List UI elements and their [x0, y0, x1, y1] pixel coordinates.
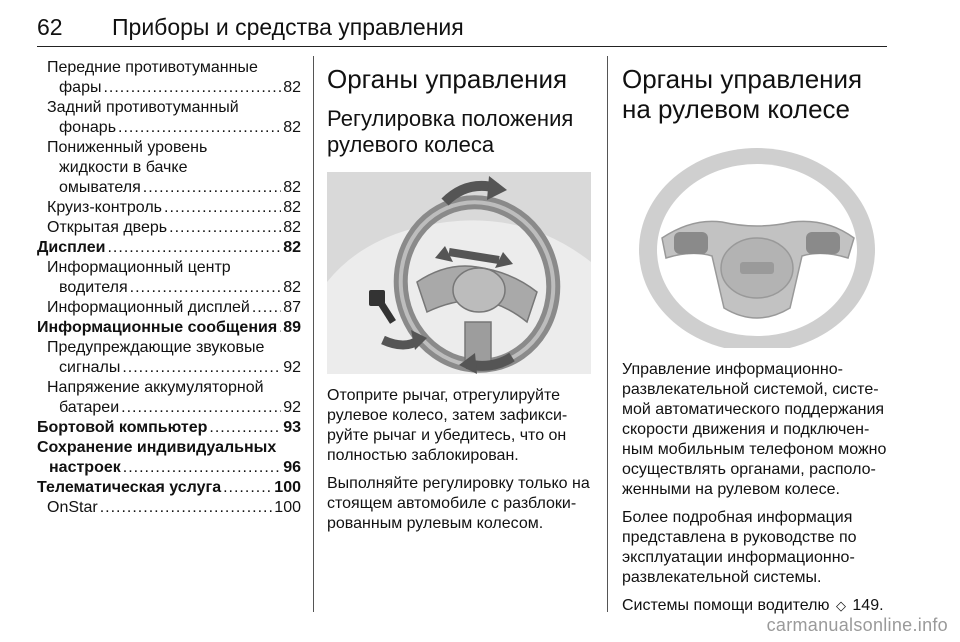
subsection-title: Регулировка положения рулевого колеса	[327, 106, 574, 157]
body-text	[622, 360, 888, 616]
wheel-controls-section	[622, 58, 888, 624]
toc-leader-dots	[279, 318, 281, 338]
page-title: Приборы и средства управления	[112, 14, 464, 40]
toc-entry-text: водителя	[59, 279, 128, 296]
toc-leader-dots	[100, 498, 273, 518]
toc-entry-text: Информационные сообщения	[37, 319, 278, 336]
toc-entry[interactable]	[37, 138, 301, 198]
toc-entry-text: Информационный дисплей	[47, 299, 250, 316]
page-reference-icon: ◇	[835, 598, 846, 613]
toc-leader-dots	[107, 238, 281, 258]
toc-leader-dots	[143, 178, 281, 198]
section-title: Органы управления на рулевом колесе	[622, 64, 863, 124]
paragraph: Более подробная информация представлена в руководстве по эксплуатации информационно-развлекательной системы.	[622, 509, 857, 586]
toc-entry-text: Бортовой компьютер	[37, 419, 208, 436]
toc-leader-dots	[122, 358, 281, 378]
toc-page-number[interactable]: 82	[283, 219, 301, 236]
column-divider	[313, 56, 314, 612]
toc-leader-dots	[130, 278, 282, 298]
watermark: carmanualsonline.info	[766, 615, 948, 635]
cross-reference	[622, 596, 888, 616]
toc-entry-text: Пониженный уровень	[47, 139, 208, 156]
table-of-contents	[37, 58, 301, 518]
toc-leader-dots	[118, 118, 281, 138]
toc-page-number[interactable]: 100	[274, 479, 301, 496]
toc-entry-text: OnStar	[47, 499, 98, 516]
toc-entry-text: Телематическая услуга	[37, 479, 222, 496]
toc-leader-dots	[123, 458, 281, 478]
toc-leader-dots	[169, 218, 281, 238]
toc-entry-text: фонарь	[59, 119, 117, 136]
toc-entry-text: сигналы	[59, 359, 121, 376]
toc-leader-dots	[164, 198, 281, 218]
toc-page-number[interactable]: 92	[283, 399, 301, 416]
paragraph: Управление информационно-развлекательной системой, систе-мой автоматического поддержания скорости движения и подключен-ным мобильным телефоном можно осуществлять органами, располо-женными на рулевом колесе.	[622, 361, 887, 498]
toc-entry-text: Напряжение аккумуляторной	[47, 379, 264, 396]
toc-page-number[interactable]: 92	[283, 359, 301, 376]
toc-page-number[interactable]: 96	[283, 459, 301, 476]
toc-entry-text: Дисплеи	[37, 239, 106, 256]
steering-adjust-figure	[327, 172, 591, 374]
steering-adjust-section	[327, 58, 595, 542]
toc-entry[interactable]	[37, 438, 301, 478]
reference-text: Системы помощи водителю	[622, 597, 830, 614]
paragraph: Отоприте рычаг, отрегулируйте рулевое колесо, затем зафикси-руйте рычаг и убедитесь, что он полностью заблокирован.	[327, 387, 568, 464]
toc-leader-dots	[103, 78, 281, 98]
steering-wheel-figure	[622, 138, 886, 348]
toc-page-number[interactable]: 82	[283, 199, 301, 216]
toc-entry[interactable]	[37, 58, 301, 98]
toc-entry-text: Передние противотуманные	[47, 59, 258, 76]
toc-entry[interactable]	[37, 238, 301, 258]
toc-page-number[interactable]: 82	[283, 119, 301, 136]
toc-entry[interactable]	[37, 198, 301, 218]
toc-entry-text: омывателя	[59, 179, 141, 196]
toc-leader-dots	[252, 298, 281, 318]
page-number: 62	[37, 14, 63, 40]
toc-entry[interactable]	[37, 478, 301, 498]
reference-page[interactable]: 149.	[852, 597, 884, 614]
toc-entry-text: фары	[59, 79, 102, 96]
toc-page-number[interactable]: 93	[283, 419, 301, 436]
toc-page-number[interactable]: 82	[283, 279, 301, 296]
toc-entry[interactable]	[37, 338, 301, 378]
page-header	[37, 8, 887, 47]
toc-leader-dots	[209, 418, 281, 438]
paragraph: Выполняйте регулировку только на стоящем автомобиле с разблоки-рованным рулевым колесом.	[327, 475, 590, 532]
toc-entry-text: Сохранение индивидуальных	[37, 439, 277, 456]
toc-entry-text: жидкости в бачке	[59, 159, 188, 176]
toc-page-number[interactable]: 89	[283, 319, 301, 336]
toc-entry[interactable]	[37, 318, 301, 338]
toc-entry-text: Информационный центр	[47, 259, 231, 276]
body-text	[327, 386, 595, 534]
toc-entry-text: Открытая дверь	[47, 219, 168, 236]
toc-page-number[interactable]: 82	[283, 179, 301, 196]
toc-leader-dots	[223, 478, 272, 498]
toc-entry[interactable]	[37, 418, 301, 438]
toc-page-number[interactable]: 82	[283, 239, 301, 256]
toc-entry[interactable]	[37, 298, 301, 318]
toc-entry[interactable]	[37, 258, 301, 298]
toc-entry[interactable]	[37, 218, 301, 238]
column-divider	[607, 56, 608, 612]
toc-entry-text: батареи	[59, 399, 120, 416]
toc-leader-dots	[121, 398, 281, 418]
toc-entry-text: Задний противотуманный	[47, 99, 239, 116]
toc-page-number[interactable]: 87	[283, 299, 301, 316]
toc-entry-text: Предупреждающие звуковые	[47, 339, 265, 356]
toc-entry[interactable]	[37, 98, 301, 138]
toc-entry-text: настроек	[49, 459, 121, 476]
section-title: Органы управления	[327, 64, 568, 94]
toc-page-number[interactable]: 100	[274, 499, 301, 516]
toc-entry[interactable]	[37, 378, 301, 418]
toc-page-number[interactable]: 82	[283, 79, 301, 96]
toc-entry[interactable]	[37, 498, 301, 518]
toc-entry-text: Круиз-контроль	[47, 199, 162, 216]
